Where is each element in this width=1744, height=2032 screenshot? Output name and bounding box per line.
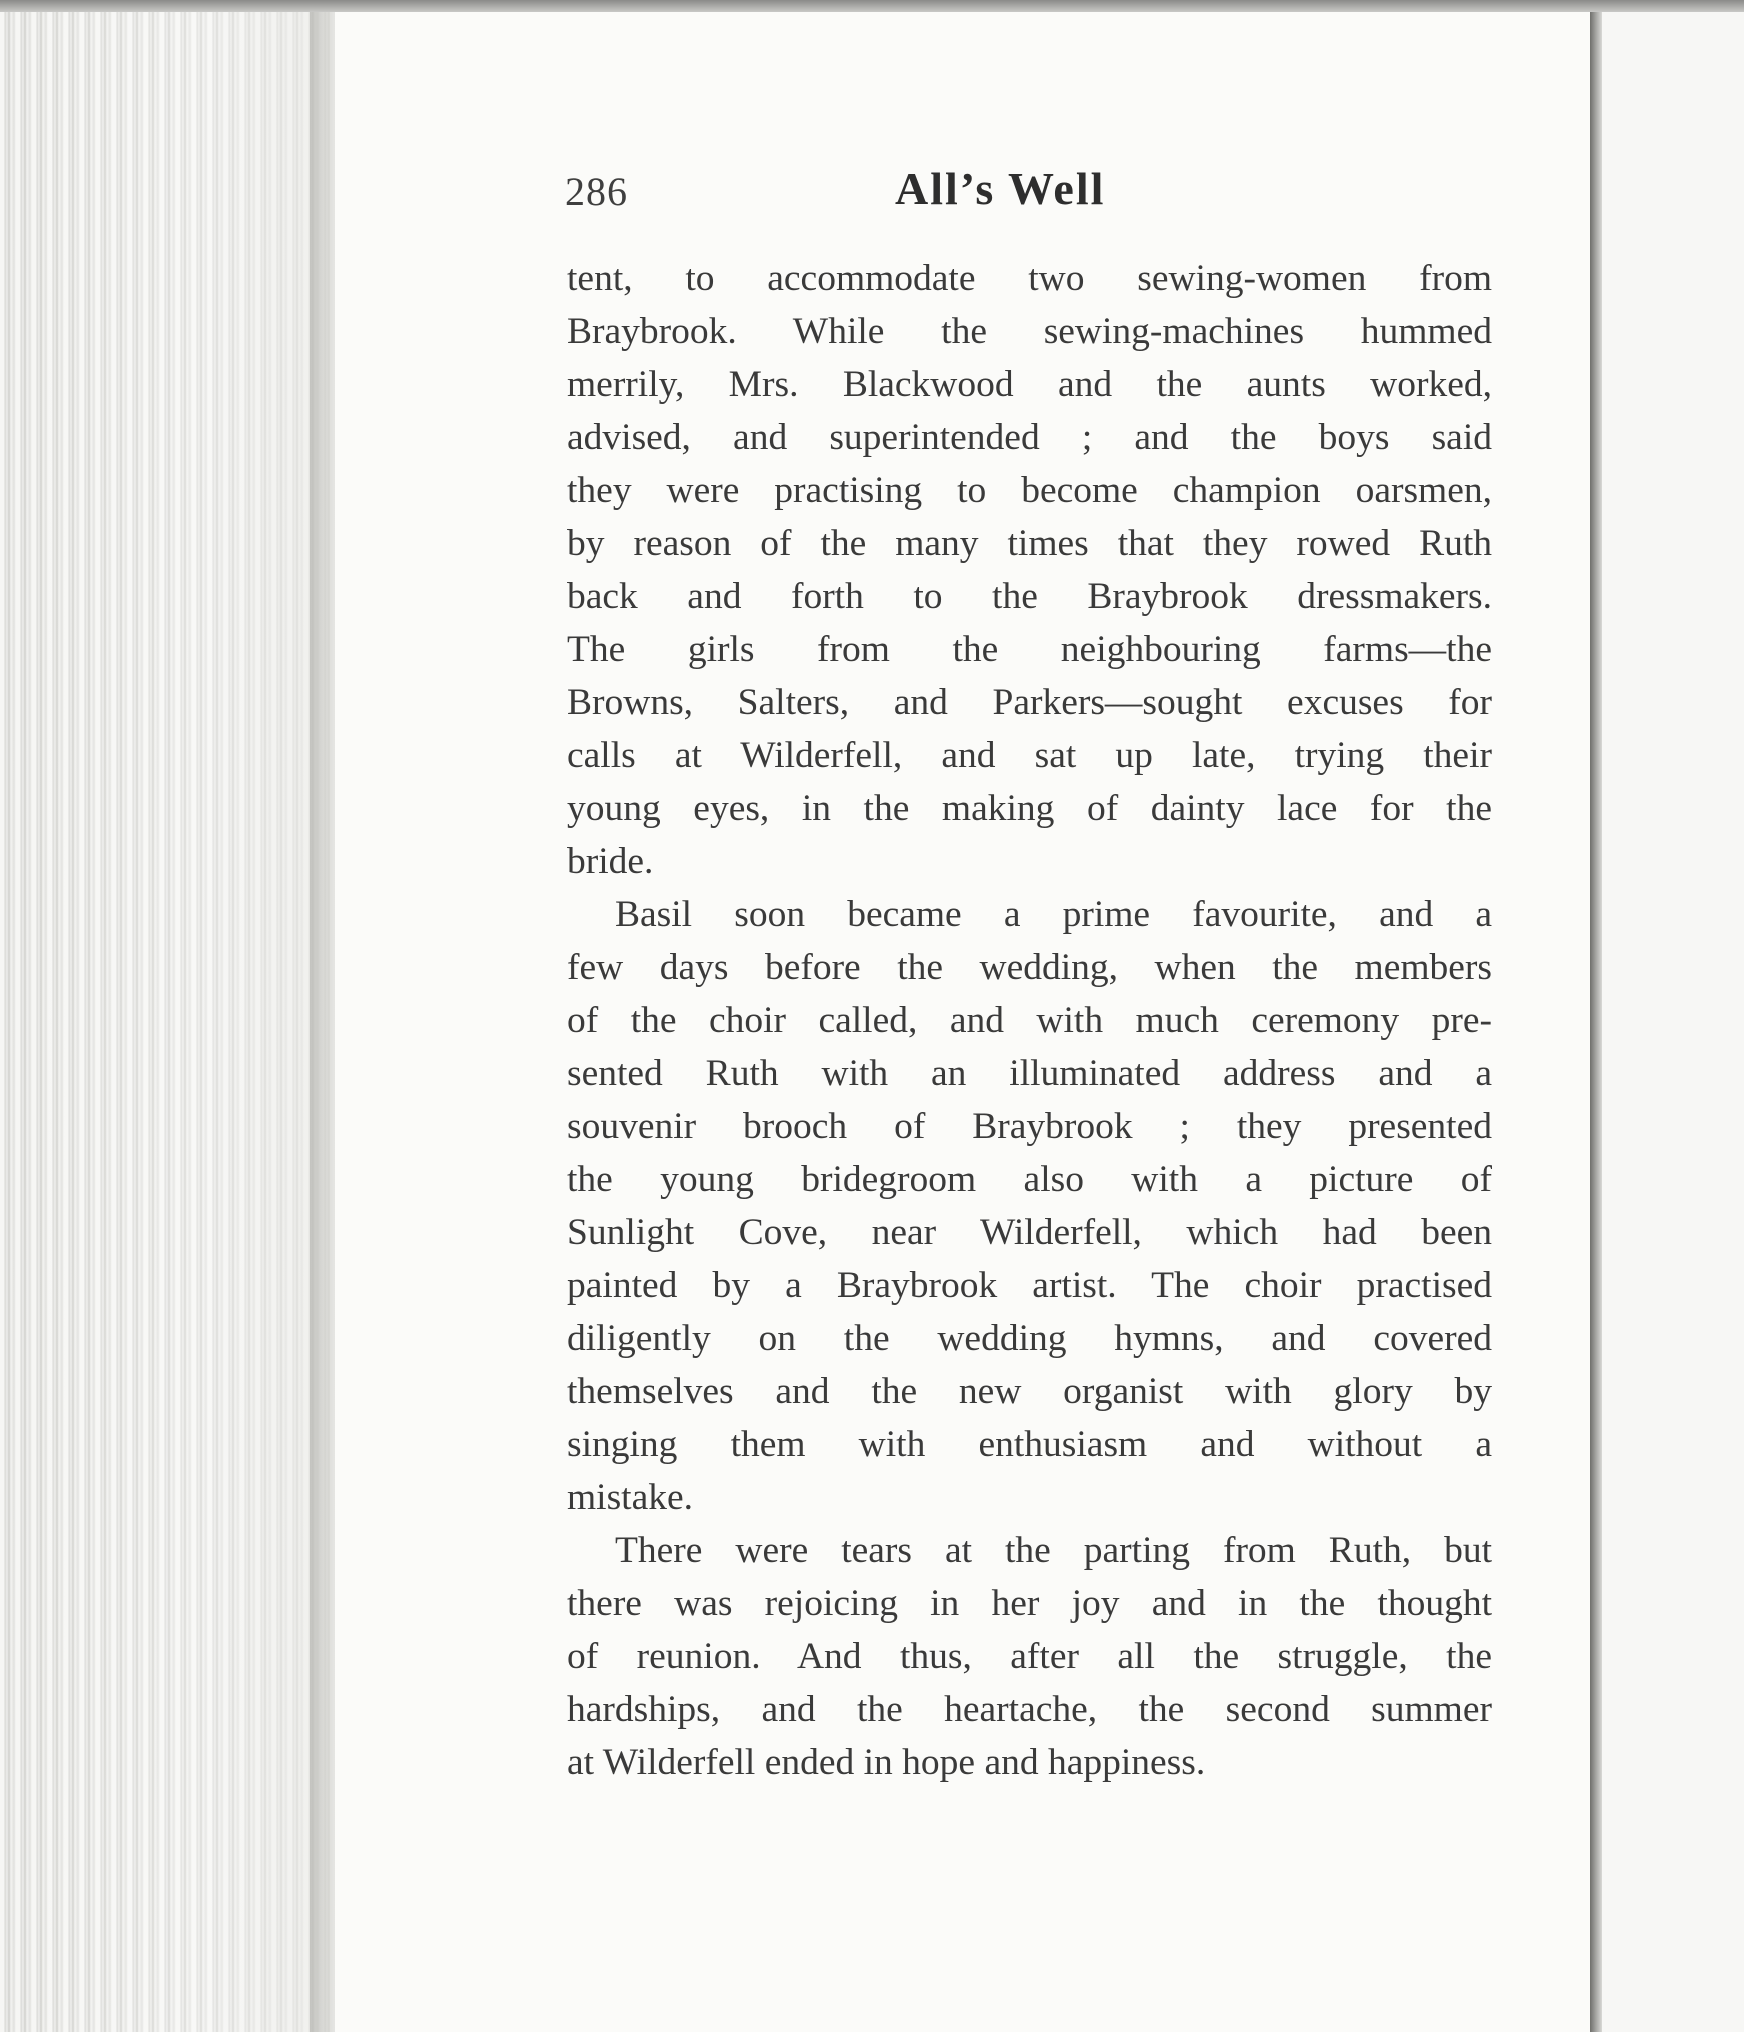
- facing-page-edge: [1602, 12, 1744, 2032]
- paragraph-2: [567, 888, 1492, 1524]
- text-line: bride.: [567, 841, 654, 882]
- running-title: All’s Well: [895, 163, 1106, 214]
- text-line: merrily, Mrs. Blackwood and the aunts worked,: [567, 364, 1492, 405]
- text-line: there was rejoicing in her joy and in the thought: [567, 1583, 1492, 1624]
- text-line: the young bridegroom also with a picture of: [567, 1159, 1492, 1200]
- text-line: advised, and superintended ; and the boys said: [567, 417, 1492, 458]
- text-line: sented Ruth with an illuminated address and a: [567, 1053, 1492, 1094]
- text-line: of the choir called, and with much ceremony pre-: [567, 1000, 1492, 1041]
- text-line: themselves and the new organist with glory by: [567, 1371, 1492, 1412]
- text-line: Basil soon became a prime favourite, and a: [615, 894, 1492, 935]
- body-text: [567, 252, 1492, 1789]
- text-line: calls at Wilderfell, and sat up late, trying their: [567, 735, 1492, 776]
- page-gutter: [1590, 12, 1602, 2032]
- text-line: Sunlight Cove, near Wilderfell, which had been: [567, 1212, 1492, 1253]
- text-line: There were tears at the parting from Ruth, but: [615, 1530, 1492, 1571]
- text-line: The girls from the neighbouring farms—the: [567, 629, 1492, 670]
- paragraph-3: [567, 1524, 1492, 1789]
- text-line: back and forth to the Braybrook dressmakers.: [567, 576, 1492, 617]
- text-line: souvenir brooch of Braybrook ; they presented: [567, 1106, 1492, 1147]
- text-line: tent, to accommodate two sewing-women from: [567, 258, 1492, 299]
- text-line: hardships, and the heartache, the second summer: [567, 1689, 1492, 1730]
- paragraph-1: [567, 252, 1492, 888]
- text-line: diligently on the wedding hymns, and covered: [567, 1318, 1492, 1359]
- text-line: singing them with enthusiasm and without a: [567, 1424, 1492, 1465]
- text-line: Browns, Salters, and Parkers—sought excuses for: [567, 682, 1492, 723]
- scan-top-border: [0, 0, 1744, 12]
- text-line: Braybrook. While the sewing-machines hummed: [567, 311, 1492, 352]
- running-header: [565, 162, 1490, 222]
- text-line: at Wilderfell ended in hope and happiness.: [567, 1742, 1206, 1783]
- text-line: few days before the wedding, when the members: [567, 947, 1492, 988]
- text-line: young eyes, in the making of dainty lace for the: [567, 788, 1492, 829]
- page-number: 286: [565, 169, 628, 214]
- text-line: they were practising to become champion oarsmen,: [567, 470, 1492, 511]
- text-line: by reason of the many times that they rowed Ruth: [567, 523, 1492, 564]
- text-line: painted by a Braybrook artist. The choir practised: [567, 1265, 1492, 1306]
- book-page-edges: [0, 12, 330, 2032]
- text-line: mistake.: [567, 1477, 694, 1518]
- text-line: of reunion. And thus, after all the struggle, the: [567, 1636, 1492, 1677]
